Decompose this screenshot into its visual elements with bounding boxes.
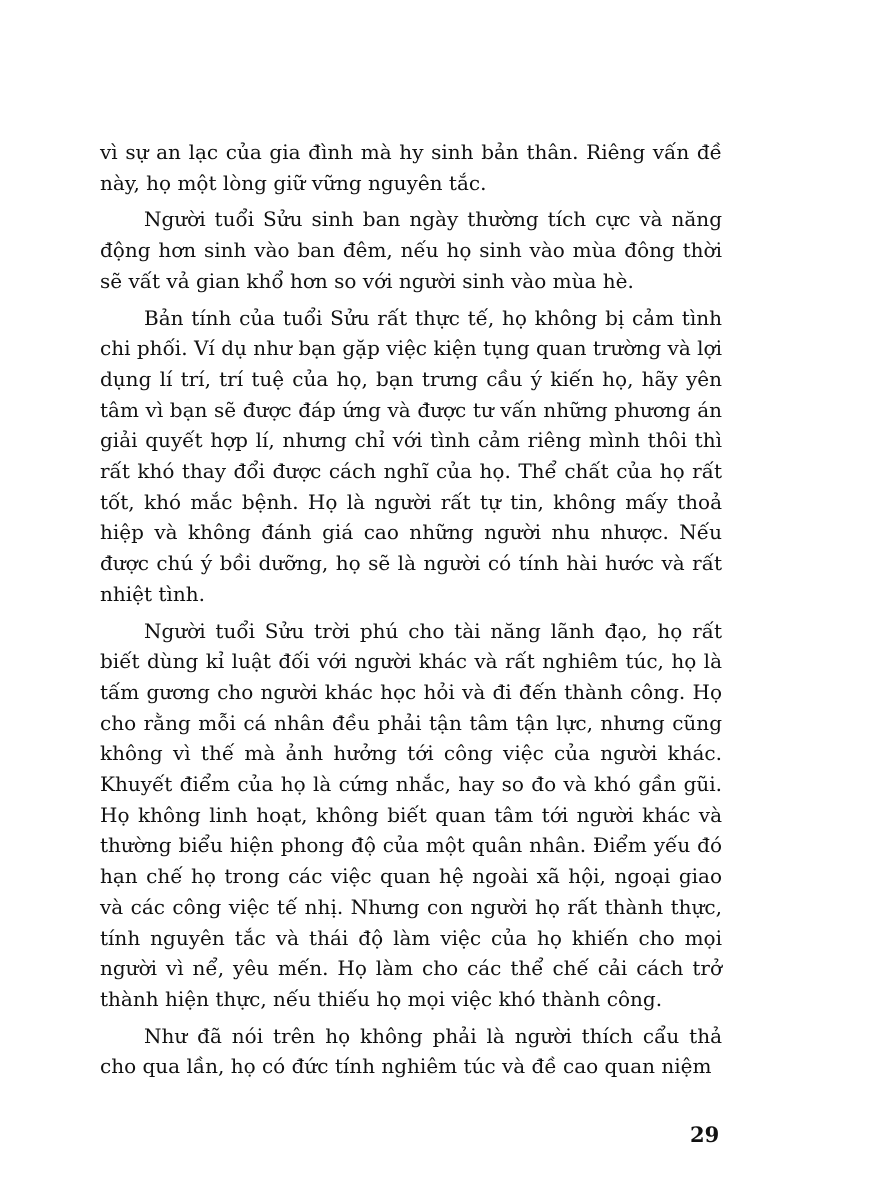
paragraph-seriousness: Như đã nói trên họ không phải là người thích cẩu thả cho qua lần, họ có đức tính nghiêm túc và đề cao quan niệm xyxy=(100,1023,722,1079)
paragraph-birth-time: Người tuổi Sửu sinh ban ngày thường tích cực và năng động hơn sinh vào ban đêm, nếu họ sinh vào mùa đông thời sẽ vất vả gian khổ hơn so với người sinh vào mùa hè. xyxy=(100,207,722,293)
paragraph-practical-nature: Bản tính của tuổi Sửu rất thực tế, họ không bị cảm tình chi phối. Ví dụ như bạn gặp việc kiện tụng quan trường và lợi dụng lí trí, trí tuệ của họ, bạn trưng cầu ý kiến họ, hãy yên tâm vì bạn sẽ được đáp ứng và được tư vấn những phương án giải quyết hợp lí, nhưng chỉ với tình cảm riêng mình thôi thì rất khó thay đổi được cách nghĩ của họ. Thể chất của họ rất tốt, khó mắc bệnh. Họ là người rất tự tin, không mấy thoả hiệp và không đánh giá cao những người nhu nhược. Nếu được chú ý bồi dưỡng, họ sẽ là người có tính hài hước và rất nhiệt tình. xyxy=(100,305,722,606)
body-text xyxy=(100,137,722,1088)
page-number: 29 xyxy=(690,1122,720,1147)
paragraph-continuation: vì sự an lạc của gia đình mà hy sinh bản thân. Riêng vấn đề này, họ một lòng giữ vững nguyên tắc. xyxy=(100,140,722,195)
paragraph-leadership: Người tuổi Sửu trời phú cho tài năng lãnh đạo, họ rất biết dùng kỉ luật đối với người khác và rất nghiêm túc, họ là tấm gương cho người khác học hỏi và đi đến thành công. Họ cho rằng mỗi cá nhân đều phải tận tâm tận lực, nhưng cũng không vì thế mà ảnh hưởng tới công việc của người khác. Khuyết điểm của họ là cứng nhắc, hay so đo và khó gần gũi. Họ không linh hoạt, không biết quan tâm tới người khác và thường biểu hiện phong độ của một quân nhân. Điểm yếu đó hạn chế họ trong các việc quan hệ ngoài xã hội, ngoại giao và các công việc tế nhị. Nhưng con người họ rất thành thực, tính nguyên tắc và thái độ làm việc của họ khiến cho mọi người vì nể, yêu mến. Họ làm cho các thể chế cải cách trở thành hiện thực, nếu thiếu họ mọi việc khó thành công. xyxy=(100,618,722,1011)
